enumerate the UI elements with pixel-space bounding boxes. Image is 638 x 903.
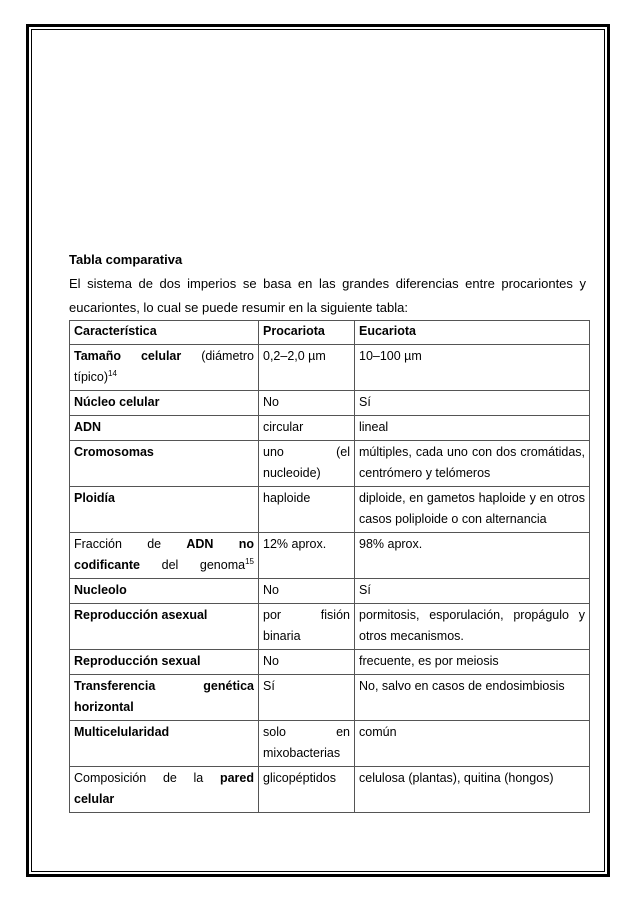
table-row bbox=[70, 767, 590, 813]
row-procariota: solo en mixobacterias bbox=[259, 721, 355, 767]
row-eucariota: Sí bbox=[355, 391, 590, 416]
table-row bbox=[70, 416, 590, 441]
table-row bbox=[70, 391, 590, 416]
row-eucariota: diploide, en gametos haploide y en otros casos poliploide o con alternancia bbox=[355, 487, 590, 533]
row-feature bbox=[70, 767, 259, 813]
row-feature: Reproducción sexual bbox=[70, 650, 259, 675]
footnote-ref: 15 bbox=[245, 557, 254, 566]
feature-normal: (diámetro típico) bbox=[74, 349, 254, 384]
row-procariota: glicopéptidos bbox=[259, 767, 355, 813]
row-feature: Transferencia genética horizontal bbox=[70, 675, 259, 721]
row-eucariota: múltiples, cada uno con dos cromátidas, centrómero y telómeros bbox=[355, 441, 590, 487]
row-feature: Cromosomas bbox=[70, 441, 259, 487]
header-procariota: Procariota bbox=[259, 321, 355, 345]
table-row bbox=[70, 441, 590, 487]
feature-bold: ADN no codificante bbox=[74, 537, 254, 572]
row-procariota: 12% aprox. bbox=[259, 533, 355, 579]
intro-paragraph: El sistema de dos imperios se basa en las grandes diferencias entre procariontes y eucariontes, lo cual se puede resumir en la siguiente tabla: bbox=[69, 276, 586, 315]
row-procariota: Sí bbox=[259, 675, 355, 721]
row-procariota: No bbox=[259, 391, 355, 416]
header-caracteristica: Característica bbox=[70, 321, 259, 345]
row-eucariota: No, salvo en casos de endosimbiosis bbox=[355, 675, 590, 721]
row-feature: Nucleolo bbox=[70, 579, 259, 604]
feature-normal: Composición de la bbox=[74, 771, 220, 785]
table-row bbox=[70, 579, 590, 604]
comparison-table bbox=[69, 320, 590, 813]
row-eucariota: lineal bbox=[355, 416, 590, 441]
row-eucariota: común bbox=[355, 721, 590, 767]
feature-bold: pared celular bbox=[74, 771, 254, 806]
table-row bbox=[70, 721, 590, 767]
row-feature: ADN bbox=[70, 416, 259, 441]
row-feature: Núcleo celular bbox=[70, 391, 259, 416]
feature-bold: Tamaño celular bbox=[74, 349, 182, 363]
feature-normal-tail: del genoma bbox=[140, 558, 246, 572]
table-row bbox=[70, 604, 590, 650]
row-feature: Multicelularidad bbox=[70, 721, 259, 767]
table-header-row bbox=[70, 321, 590, 345]
row-procariota: haploide bbox=[259, 487, 355, 533]
document-content bbox=[69, 248, 586, 813]
footnote-ref: 14 bbox=[108, 369, 117, 378]
row-eucariota: 98% aprox. bbox=[355, 533, 590, 579]
row-procariota: 0,2–2,0 µm bbox=[259, 345, 355, 391]
row-procariota: No bbox=[259, 579, 355, 604]
row-procariota: No bbox=[259, 650, 355, 675]
row-feature: Reproducción asexual bbox=[70, 604, 259, 650]
row-eucariota: pormitosis, esporulación, propágulo y otros mecanismos. bbox=[355, 604, 590, 650]
row-procariota: uno (el nucleoide) bbox=[259, 441, 355, 487]
row-procariota: por fisión binaria bbox=[259, 604, 355, 650]
row-feature bbox=[70, 345, 259, 391]
row-procariota: circular bbox=[259, 416, 355, 441]
row-eucariota: Sí bbox=[355, 579, 590, 604]
header-eucariota: Eucariota bbox=[355, 321, 590, 345]
row-eucariota: celulosa (plantas), quitina (hongos) bbox=[355, 767, 590, 813]
section-title: Tabla comparativa bbox=[69, 252, 183, 267]
row-feature bbox=[70, 533, 259, 579]
table-row bbox=[70, 650, 590, 675]
row-feature: Ploidía bbox=[70, 487, 259, 533]
table-row bbox=[70, 487, 590, 533]
feature-normal: Fracción de bbox=[74, 537, 187, 551]
table-row bbox=[70, 533, 590, 579]
row-eucariota: 10–100 µm bbox=[355, 345, 590, 391]
table-row bbox=[70, 345, 590, 391]
row-eucariota: frecuente, es por meiosis bbox=[355, 650, 590, 675]
table-row bbox=[70, 675, 590, 721]
